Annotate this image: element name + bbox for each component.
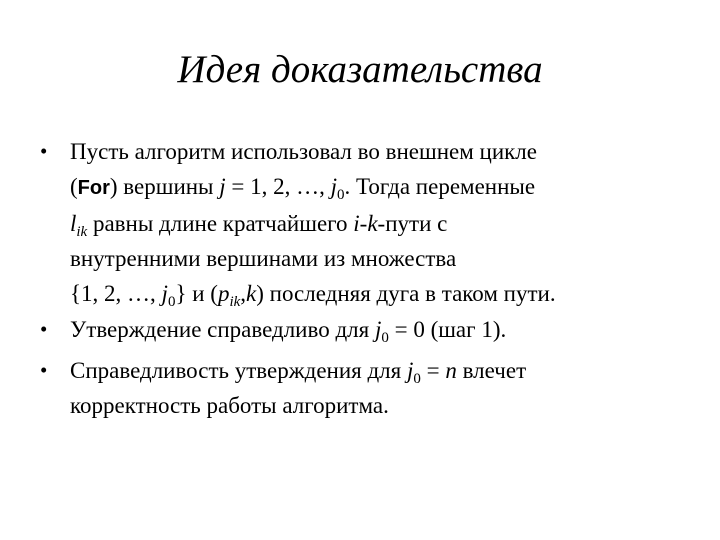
bullet-1-line-2: (For) вершины j = 1, 2, …, $j_0$. Тогда переменные: [70, 174, 536, 203]
bullet-item-3: [40, 353, 710, 423]
slide-title: Идея доказательства: [177, 48, 543, 91]
bullet-item-1: [40, 134, 710, 311]
bullet-3-line-2: корректность работы алгоритма.: [70, 393, 389, 418]
bullet-2-line-1: Утверждение справедливо для $j_0 = 0$ (шаг 1).: [70, 317, 507, 346]
bullet-icon: •: [40, 317, 48, 341]
bullet-icon: •: [40, 139, 48, 163]
keyword-for: For: [77, 177, 110, 199]
bullet-1-line-3: $l_{ik}$ равны длине кратчайшего i-k-пути с: [70, 211, 448, 240]
bullet-item-2: [40, 312, 710, 347]
bullet-1-line-5: {1, 2, …, $j_0$} и $(p_{ik},k)$ последняя дуга в таком пути.: [70, 281, 556, 310]
bullet-1-line-4: внутренними вершинами из множества: [70, 246, 457, 271]
bullet-3-line-1: Справедливость утверждения для $j_0 = n$ влечет: [70, 358, 527, 387]
bullet-1-line-1: Пусть алгоритм использовал во внешнем цикле: [70, 139, 537, 164]
bullet-icon: •: [40, 358, 48, 382]
